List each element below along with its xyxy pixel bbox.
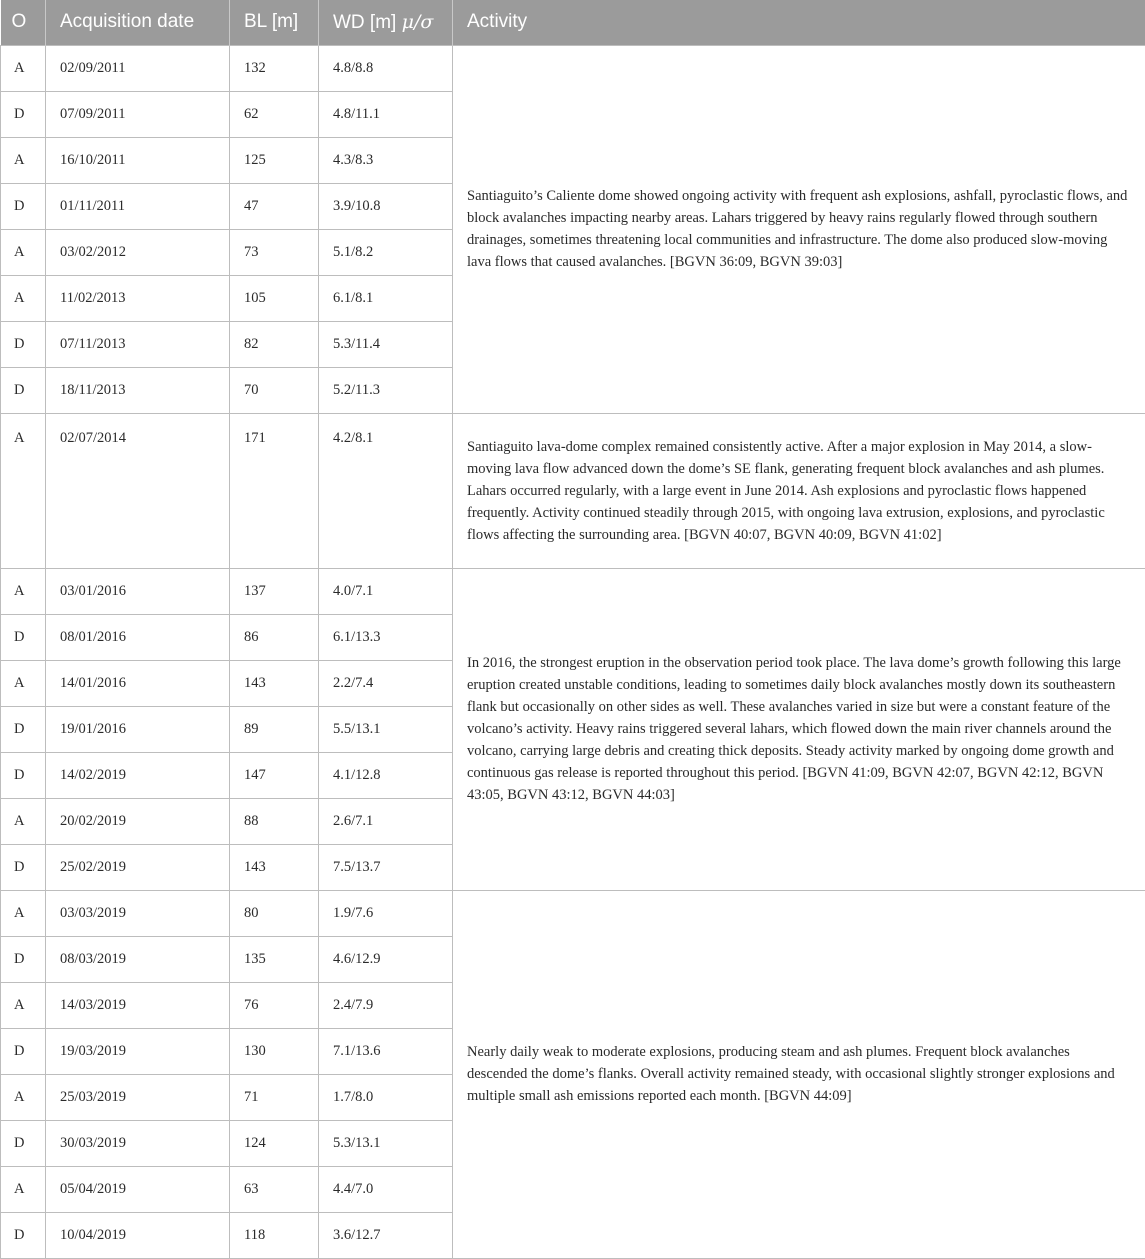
cell-date: 18/11/2013 (46, 367, 230, 413)
cell-orbit: D (1, 844, 46, 890)
cell-orbit: D (1, 183, 46, 229)
cell-date: 08/03/2019 (46, 936, 230, 982)
cell-water-depth: 4.4/7.0 (319, 1166, 453, 1212)
cell-water-depth: 6.1/13.3 (319, 614, 453, 660)
cell-baseline: 89 (230, 706, 319, 752)
cell-water-depth: 5.1/8.2 (319, 229, 453, 275)
cell-orbit: A (1, 982, 46, 1028)
cell-date: 03/01/2016 (46, 568, 230, 614)
header-acquisition-date: Acquisition date (46, 0, 230, 45)
cell-water-depth: 5.3/11.4 (319, 321, 453, 367)
cell-date: 07/11/2013 (46, 321, 230, 367)
cell-date: 14/01/2016 (46, 660, 230, 706)
cell-date: 20/02/2019 (46, 798, 230, 844)
header-water-depth-stats: μ/σ (402, 11, 434, 33)
cell-baseline: 47 (230, 183, 319, 229)
cell-water-depth: 7.5/13.7 (319, 844, 453, 890)
cell-date: 08/01/2016 (46, 614, 230, 660)
cell-date: 25/03/2019 (46, 1074, 230, 1120)
cell-baseline: 171 (230, 413, 319, 568)
cell-orbit: D (1, 367, 46, 413)
header-water-depth-label: WD [m] (333, 12, 402, 33)
cell-date: 07/09/2011 (46, 91, 230, 137)
cell-water-depth: 2.4/7.9 (319, 982, 453, 1028)
cell-orbit: D (1, 321, 46, 367)
cell-water-depth: 5.3/13.1 (319, 1120, 453, 1166)
cell-activity-2016-2019: In 2016, the strongest eruption in the observation period took place. The lava dome’s growth following this large eruption created unstable conditions, leading to sometimes daily block avalanches mostly down its southeastern flank but occasionally on other sides as well. These avalanches varied in size but were a constant feature of the volcano’s activity. Heavy rains triggered several lahars, which flowed down the main river channels around the volcano, carrying large debris and creating thick deposits. Steady activity marked by ongoing dome growth and continuous gas release is reported throughout this period. [BGVN 41:09, BGVN 42:07, BGVN 42:12, BGVN 43:05, BGVN 43:12, BGVN 44:03] (453, 568, 1145, 890)
cell-baseline: 80 (230, 890, 319, 936)
cell-orbit: D (1, 936, 46, 982)
cell-water-depth: 6.1/8.1 (319, 275, 453, 321)
cell-water-depth: 1.9/7.6 (319, 890, 453, 936)
cell-baseline: 118 (230, 1212, 319, 1258)
cell-date: 25/02/2019 (46, 844, 230, 890)
cell-baseline: 88 (230, 798, 319, 844)
cell-baseline: 143 (230, 844, 319, 890)
header-water-depth (319, 0, 453, 45)
cell-water-depth: 1.7/8.0 (319, 1074, 453, 1120)
cell-orbit: D (1, 752, 46, 798)
cell-water-depth: 2.2/7.4 (319, 660, 453, 706)
table-row (1, 890, 1145, 936)
cell-activity-2019: Nearly daily weak to moderate explosions, producing steam and ash plumes. Frequent block avalanches descended the dome’s flanks. Overall activity remained steady, with occasional slightly stronger explosions and multiple small ash emissions reported each month. [BGVN 44:09] (453, 890, 1145, 1258)
cell-orbit: A (1, 568, 46, 614)
cell-water-depth: 4.3/8.3 (319, 137, 453, 183)
cell-water-depth: 4.0/7.1 (319, 568, 453, 614)
cell-baseline: 132 (230, 45, 319, 91)
cell-orbit: A (1, 45, 46, 91)
cell-baseline: 82 (230, 321, 319, 367)
cell-baseline: 137 (230, 568, 319, 614)
cell-orbit: A (1, 229, 46, 275)
cell-water-depth: 4.6/12.9 (319, 936, 453, 982)
cell-date: 19/03/2019 (46, 1028, 230, 1074)
cell-date: 16/10/2011 (46, 137, 230, 183)
table-header (1, 0, 1145, 45)
cell-orbit: A (1, 275, 46, 321)
cell-orbit: A (1, 660, 46, 706)
cell-baseline: 71 (230, 1074, 319, 1120)
cell-baseline: 62 (230, 91, 319, 137)
table-row (1, 413, 1145, 568)
cell-baseline: 130 (230, 1028, 319, 1074)
cell-date: 01/11/2011 (46, 183, 230, 229)
cell-baseline: 147 (230, 752, 319, 798)
cell-orbit: A (1, 1166, 46, 1212)
cell-date: 19/01/2016 (46, 706, 230, 752)
cell-orbit: D (1, 1120, 46, 1166)
cell-orbit: A (1, 890, 46, 936)
cell-baseline: 76 (230, 982, 319, 1028)
cell-baseline: 73 (230, 229, 319, 275)
cell-water-depth: 4.1/12.8 (319, 752, 453, 798)
cell-baseline: 63 (230, 1166, 319, 1212)
cell-date: 14/03/2019 (46, 982, 230, 1028)
cell-orbit: D (1, 706, 46, 752)
cell-date: 03/02/2012 (46, 229, 230, 275)
header-orbit: O (1, 0, 46, 45)
cell-water-depth: 2.6/7.1 (319, 798, 453, 844)
cell-date: 02/07/2014 (46, 413, 230, 568)
cell-date: 11/02/2013 (46, 275, 230, 321)
header-baseline: BL [m] (230, 0, 319, 45)
table-row (1, 568, 1145, 614)
cell-baseline: 143 (230, 660, 319, 706)
cell-baseline: 70 (230, 367, 319, 413)
cell-baseline: 124 (230, 1120, 319, 1166)
cell-date: 02/09/2011 (46, 45, 230, 91)
cell-date: 30/03/2019 (46, 1120, 230, 1166)
cell-water-depth: 4.8/11.1 (319, 91, 453, 137)
cell-water-depth: 4.8/8.8 (319, 45, 453, 91)
table-row (1, 45, 1145, 91)
cell-water-depth: 3.6/12.7 (319, 1212, 453, 1258)
cell-orbit: A (1, 413, 46, 568)
cell-orbit: D (1, 1028, 46, 1074)
cell-date: 03/03/2019 (46, 890, 230, 936)
cell-orbit: A (1, 137, 46, 183)
cell-orbit: D (1, 614, 46, 660)
cell-orbit: A (1, 798, 46, 844)
cell-water-depth: 7.1/13.6 (319, 1028, 453, 1074)
cell-baseline: 135 (230, 936, 319, 982)
cell-orbit: D (1, 1212, 46, 1258)
cell-water-depth: 3.9/10.8 (319, 183, 453, 229)
cell-orbit: D (1, 91, 46, 137)
cell-water-depth: 5.5/13.1 (319, 706, 453, 752)
cell-orbit: A (1, 1074, 46, 1120)
cell-baseline: 105 (230, 275, 319, 321)
cell-date: 14/02/2019 (46, 752, 230, 798)
cell-activity-2011-2013: Santiaguito’s Caliente dome showed ongoing activity with frequent ash explosions, ashfall, pyroclastic flows, and block avalanches impacting nearby areas. Lahars triggered by heavy rains regularly flowed through southern drainages, sometimes threatening local communities and infrastructure. The dome also produced slow-moving lava flows that caused avalanches. [BGVN 36:09, BGVN 39:03] (453, 45, 1145, 413)
cell-activity-2014-2015: Santiaguito lava-dome complex remained consistently active. After a major explosion in May 2014, a slow-moving lava flow advanced down the dome’s SE flank, generating frequent block avalanches and ash plumes. Lahars occurred regularly, with a large event in June 2014. Ash explosions and pyroclastic flows happened frequently. Activity continued steadily through 2015, with ongoing lava extrusion, explosions, and pyroclastic flows affecting the surrounding area. [BGVN 40:07, BGVN 40:09, BGVN 41:02] (453, 413, 1145, 568)
header-activity: Activity (453, 0, 1145, 45)
cell-baseline: 125 (230, 137, 319, 183)
cell-water-depth: 5.2/11.3 (319, 367, 453, 413)
table-body (1, 45, 1145, 1258)
cell-date: 10/04/2019 (46, 1212, 230, 1258)
cell-water-depth: 4.2/8.1 (319, 413, 453, 568)
cell-date: 05/04/2019 (46, 1166, 230, 1212)
header-row (1, 0, 1145, 45)
cell-baseline: 86 (230, 614, 319, 660)
